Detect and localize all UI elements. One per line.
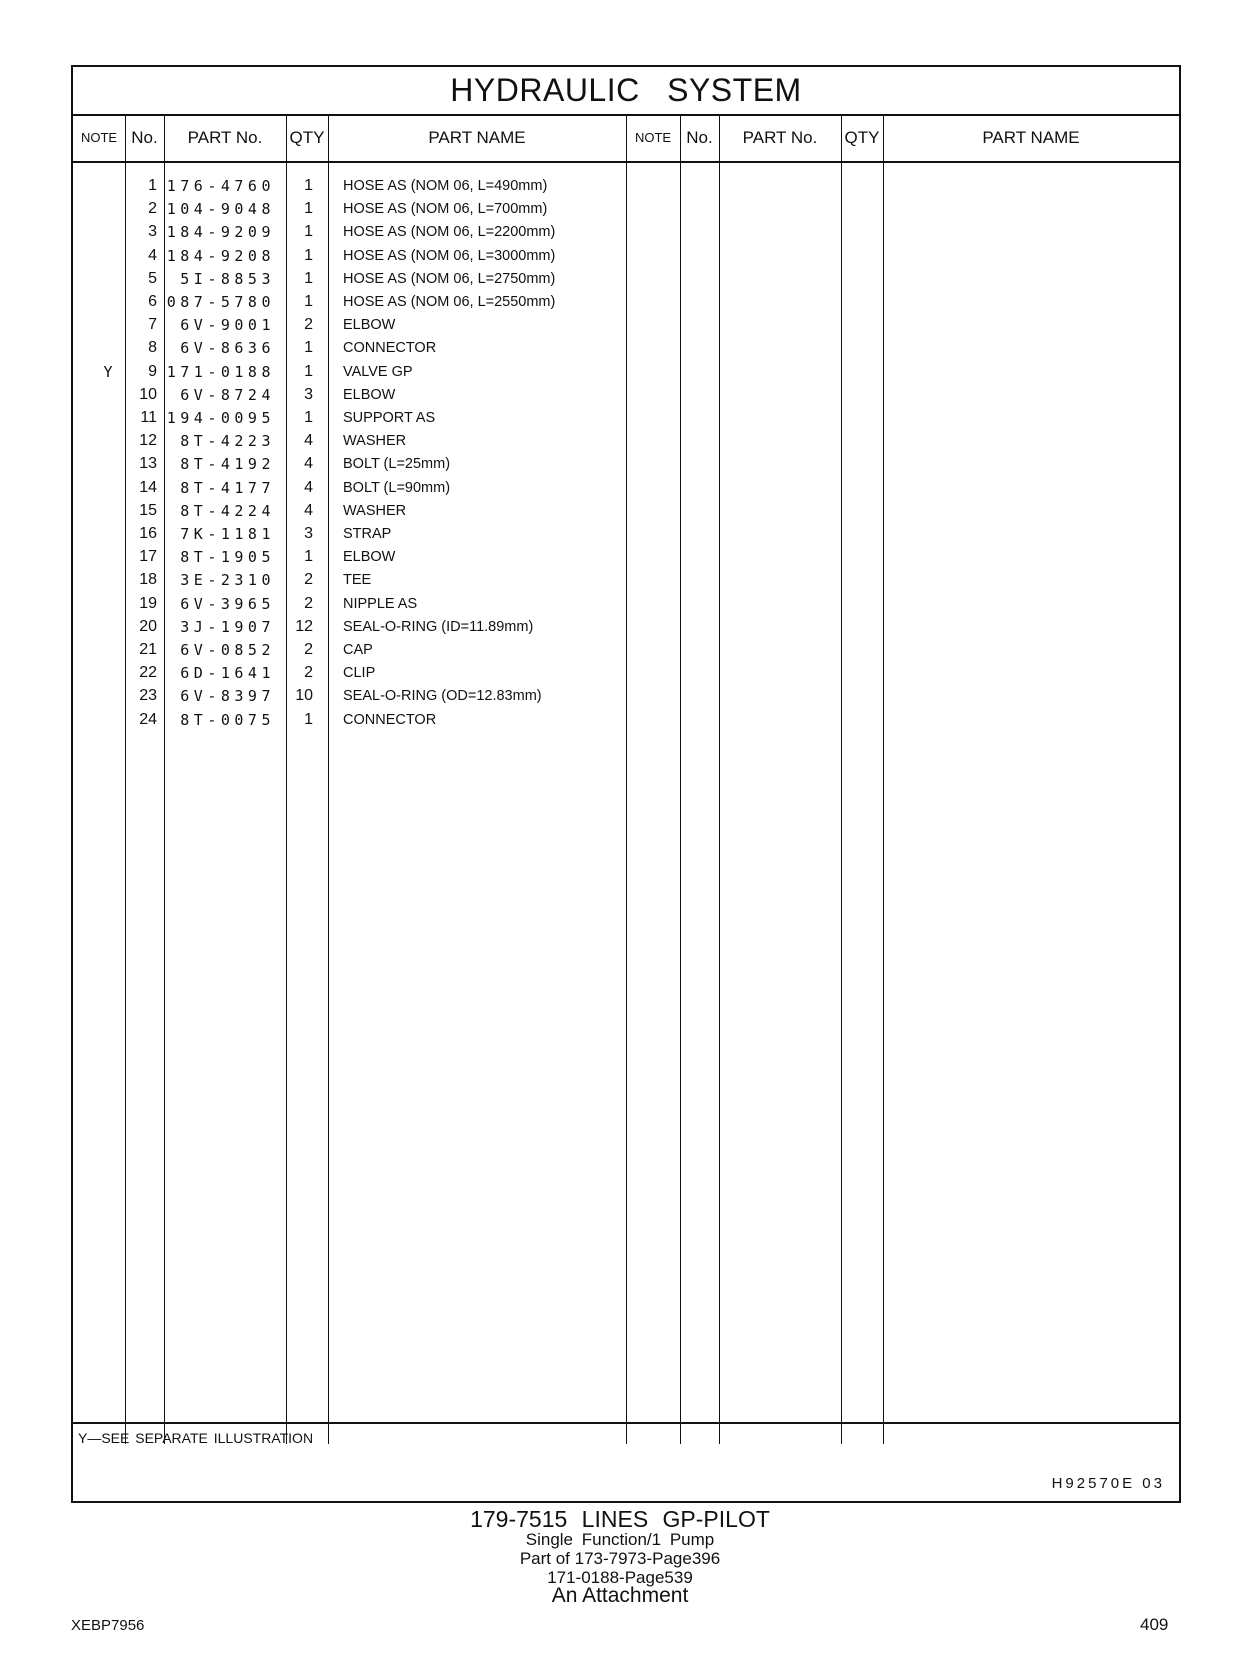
row-part-no: 184-9209	[166, 223, 275, 242]
row-number: 19	[139, 594, 157, 612]
row-number: 1	[148, 177, 157, 194]
row-part-name: CLIP	[343, 665, 376, 682]
row-part-no: 184-9208	[166, 246, 275, 265]
row-qty: 3	[304, 525, 313, 542]
row-part-no: 6V-9001	[180, 316, 275, 335]
row-part-no: 8T-0075	[180, 710, 275, 729]
table-row	[73, 523, 633, 546]
header-part-name-right: PART NAME	[982, 128, 1080, 147]
table-row	[73, 569, 633, 592]
row-number: 16	[139, 525, 157, 542]
document-id: XEBP7956	[71, 1617, 145, 1634]
row-qty: 4	[304, 501, 313, 519]
row-qty: 1	[304, 548, 313, 566]
table-row	[73, 291, 633, 314]
table-row	[73, 268, 633, 291]
row-number: 5	[148, 269, 157, 287]
row-part-no: 6V-8724	[180, 385, 275, 404]
row-note: Y	[103, 362, 113, 381]
row-qty: 10	[295, 687, 313, 705]
table-row	[73, 616, 633, 639]
row-part-no: 087-5780	[166, 293, 275, 311]
table-row	[73, 407, 633, 430]
header-note-right: NOTE	[634, 130, 672, 145]
row-qty: 2	[304, 594, 313, 612]
row-qty: 4	[304, 455, 313, 473]
row-qty: 12	[295, 617, 313, 635]
column-divider	[841, 114, 842, 1444]
header-part-name-left: PART NAME	[428, 128, 526, 147]
table-row	[73, 593, 633, 616]
row-number: 9	[148, 362, 157, 380]
row-qty: 1	[304, 362, 313, 380]
table-row	[73, 662, 633, 685]
row-qty: 1	[304, 269, 313, 287]
row-part-no: 194-0095	[166, 409, 275, 427]
caption-attachment: An Attachment	[551, 1584, 689, 1607]
row-number: 7	[148, 316, 157, 334]
header-part-no-right: PART No.	[742, 128, 818, 147]
row-qty: 4	[304, 478, 313, 496]
row-qty: 1	[304, 710, 313, 728]
page-title: HYDRAULIC SYSTEM	[73, 67, 1179, 116]
header-qty-right: QTY	[844, 128, 880, 147]
header-qty-left: QTY	[289, 128, 325, 147]
row-part-name: HOSE AS (NOM 06, L=490mm)	[343, 178, 548, 194]
table-row	[73, 337, 633, 360]
row-number: 6	[148, 293, 157, 310]
row-number: 12	[139, 432, 157, 450]
row-part-name: CONNECTOR	[343, 711, 437, 728]
footnote: Y—SEE SEPARATE ILLUSTRATION	[78, 1430, 314, 1446]
row-part-name: ELBOW	[343, 386, 396, 403]
row-number: 17	[139, 548, 157, 566]
row-qty: 1	[304, 293, 313, 310]
row-qty: 2	[304, 316, 313, 334]
row-number: 15	[139, 501, 157, 519]
row-part-name: HOSE AS (NOM 06, L=2750mm)	[343, 270, 556, 287]
row-part-name: SUPPORT AS	[343, 410, 436, 426]
table-row	[73, 198, 633, 221]
row-part-name: SEAL-O-RING (ID=11.89mm)	[343, 618, 534, 635]
row-number: 22	[139, 664, 157, 682]
table-row	[73, 361, 633, 384]
footnote-divider	[73, 1422, 1179, 1424]
row-part-name: WASHER	[343, 433, 407, 450]
row-qty: 2	[304, 641, 313, 658]
header-part-no-left: PART No.	[187, 128, 263, 147]
row-part-no: 3E-2310	[180, 571, 275, 590]
caption-group-title: 179-7515 LINES GP-PILOT	[470, 1506, 770, 1532]
header-no-right: No.	[686, 128, 713, 147]
header-note-left: NOTE	[80, 130, 118, 145]
row-part-name: WASHER	[343, 502, 407, 519]
table-row	[73, 546, 633, 569]
row-part-name: HOSE AS (NOM 06, L=700mm)	[343, 201, 548, 218]
row-part-no: 6D-1641	[180, 664, 275, 683]
row-number: 14	[139, 478, 157, 496]
row-qty: 1	[304, 339, 313, 357]
row-qty: 2	[304, 571, 313, 589]
row-qty: 1	[304, 409, 313, 426]
row-part-name: BOLT (L=25mm)	[343, 456, 451, 473]
row-part-name: STRAP	[343, 526, 392, 542]
row-part-no: 8T-4192	[180, 455, 275, 474]
row-qty: 1	[304, 177, 313, 194]
row-part-no: 104-9048	[166, 200, 275, 219]
row-part-name: ELBOW	[343, 317, 396, 334]
row-part-name: ELBOW	[343, 549, 396, 566]
row-number: 21	[139, 641, 157, 658]
row-qty: 1	[304, 223, 313, 241]
column-divider	[719, 114, 720, 1444]
row-number: 24	[139, 710, 157, 728]
table-row	[73, 685, 633, 708]
row-qty: 2	[304, 664, 313, 682]
row-part-name: HOSE AS (NOM 06, L=2200mm)	[343, 224, 556, 241]
illustration-code: H92570E 03	[1051, 1475, 1165, 1492]
row-part-name: BOLT (L=90mm)	[343, 479, 451, 496]
row-number: 4	[148, 246, 157, 264]
row-part-name: VALVE GP	[343, 363, 413, 380]
table-row	[73, 384, 633, 407]
row-part-no: 5I-8853	[180, 269, 275, 288]
table-row	[73, 430, 633, 453]
row-number: 20	[139, 617, 157, 635]
row-number: 8	[148, 339, 157, 357]
row-part-name: HOSE AS (NOM 06, L=2550mm)	[343, 294, 556, 310]
table-row	[73, 175, 633, 198]
row-part-no: 8T-4177	[180, 478, 275, 497]
table-row	[73, 500, 633, 523]
header-no-left: No.	[131, 128, 158, 147]
row-qty: 3	[304, 385, 313, 403]
row-part-no: 171-0188	[166, 362, 275, 381]
page-number: 409	[1140, 1615, 1169, 1634]
row-number: 2	[148, 200, 157, 218]
row-number: 3	[148, 223, 157, 241]
row-part-no: 6V-0852	[180, 641, 275, 659]
row-number: 13	[139, 455, 157, 473]
row-qty: 1	[304, 246, 313, 264]
row-part-name: CONNECTOR	[343, 340, 437, 357]
row-qty: 1	[304, 200, 313, 218]
row-part-no: 8T-1905	[180, 548, 275, 567]
table-row	[73, 709, 633, 732]
row-number: 18	[139, 571, 157, 589]
table-row	[73, 477, 633, 500]
row-number: 10	[139, 385, 157, 403]
row-number: 23	[139, 687, 157, 705]
column-divider	[883, 114, 884, 1444]
table-row	[73, 221, 633, 244]
row-part-no: 6V-8397	[180, 687, 275, 706]
row-part-no: 6V-3965	[180, 594, 275, 613]
table-row	[73, 245, 633, 268]
row-part-name: NIPPLE AS	[343, 595, 418, 612]
caption-reference-2: 171-0188-Page539	[547, 1568, 693, 1587]
row-part-no: 6V-8636	[180, 339, 275, 358]
row-part-name: TEE	[343, 572, 372, 589]
column-divider	[680, 114, 681, 1444]
caption-reference: Part of 173-7973-Page396	[519, 1549, 721, 1568]
row-part-name: HOSE AS (NOM 06, L=3000mm)	[343, 247, 556, 264]
row-part-name: SEAL-O-RING (OD=12.83mm)	[343, 688, 542, 705]
row-qty: 4	[304, 432, 313, 450]
caption-subtitle: Single Function/1 Pump	[525, 1530, 715, 1549]
row-part-no: 7K-1181	[180, 525, 275, 543]
row-part-no: 8T-4223	[180, 432, 275, 451]
parts-table-sheet	[71, 65, 1181, 1503]
row-part-no: 8T-4224	[180, 501, 275, 520]
row-number: 11	[140, 409, 157, 426]
row-part-no: 3J-1907	[180, 617, 275, 636]
row-part-no: 176-4760	[166, 177, 275, 195]
row-part-name: CAP	[343, 642, 373, 658]
table-row	[73, 314, 633, 337]
table-row	[73, 639, 633, 662]
table-row	[73, 453, 633, 476]
